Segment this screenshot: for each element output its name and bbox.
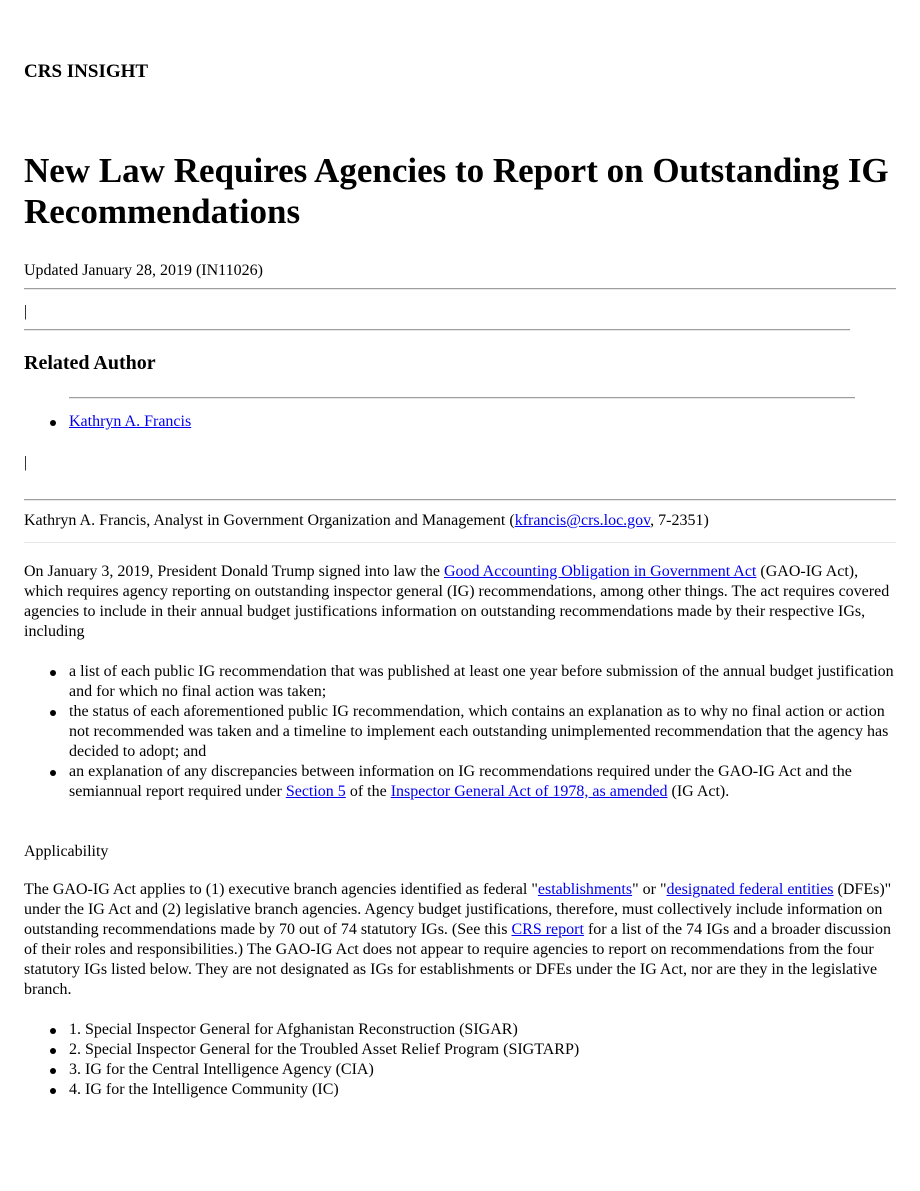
text: an explanation of any discrepancies between information on IG recommendations required under the GAO-IG Act and the semiannual report required under <box>69 763 852 800</box>
author-link[interactable]: Kathryn A. Francis <box>69 413 192 430</box>
list-item <box>24 1020 894 1040</box>
divider <box>69 397 855 399</box>
list-item <box>24 702 894 762</box>
divider <box>24 329 850 331</box>
divider <box>24 499 896 501</box>
establishments-link[interactable]: establishments <box>537 881 633 898</box>
text: 3. IG for the Central Intelligence Agency (CIA) <box>69 1061 374 1078</box>
updated-date: Updated January 28, 2019 (IN11026) <box>24 262 263 279</box>
gao-ig-act-link[interactable]: Good Accounting Obligation in Government Act <box>443 563 757 580</box>
text: The GAO-IG Act applies to (1) executive branch agencies identified as federal " <box>24 881 538 898</box>
list-item <box>24 1080 894 1100</box>
report-type-label: CRS INSIGHT <box>24 61 149 82</box>
applicability-heading: Applicability <box>24 843 109 860</box>
applicability-paragraph <box>24 880 894 1000</box>
requirements-list <box>24 662 894 802</box>
designated-federal-entities-link[interactable]: designated federal entities <box>666 881 834 898</box>
text: 1. Special Inspector General for Afghanistan Reconstruction (SIGAR) <box>69 1021 518 1038</box>
section-5-link[interactable]: Section 5 <box>285 783 346 800</box>
text: a list of each public IG recommendation that was published at least one year before submission of the annual budget justification and for which no final action was taken; <box>69 663 894 700</box>
list-item <box>24 762 894 802</box>
text: (GAO-IG Act), which requires agency reporting on outstanding inspector general (IG) recommendations, among other things. The act requires covered agencies to include in their annual budget justifications information on outstanding recommendations made by their respective IGs, including <box>24 563 890 640</box>
intro-paragraph <box>24 562 894 642</box>
related-author-list <box>24 412 894 432</box>
separator-pipe: | <box>24 303 28 320</box>
byline-text: Kathryn A. Francis, Analyst in Government Organization and Management ( <box>24 512 515 529</box>
ig-act-link[interactable]: Inspector General Act of 1978, as amended <box>390 783 668 800</box>
text: (IG Act). <box>667 783 730 800</box>
text: of the <box>345 783 391 800</box>
list-item <box>24 1040 894 1060</box>
divider <box>24 288 896 290</box>
text: " or " <box>632 881 667 898</box>
list-item <box>24 1060 894 1080</box>
list-item <box>24 662 894 702</box>
text: (DFEs)" under the IG Act and (2) legislative branch agencies. Agency budget justifications, therefore, must collectively include information on outstanding recommendations made by 70 out of 74 statutory IGs. (See this <box>24 881 892 938</box>
ig-list <box>24 1020 894 1100</box>
text: for a list of the 74 IGs and a broader discussion of their roles and responsibilities.) The GAO-IG Act does not appear to require agencies to report on recommendations from the four statutory IGs listed below. They are not designated as IGs for establishments or DFEs under the IG Act, nor are they in the legislative branch. <box>24 921 891 998</box>
text: the status of each aforementioned public IG recommendation, which contains an explanation as to why no final action or action not recommended was taken and a timeline to implement each outstanding unimplemented recommendation that the agency has decided to adopt; and <box>69 703 889 760</box>
related-author-heading: Related Author <box>24 352 156 374</box>
separator-pipe: | <box>24 454 28 471</box>
author-byline <box>24 511 894 531</box>
crs-report-link[interactable]: CRS report <box>511 921 584 938</box>
divider <box>24 542 896 543</box>
page-title: New Law Requires Agencies to Report on Outstanding IG Recommendations <box>24 151 889 231</box>
author-email-link[interactable]: kfrancis@crs.loc.gov <box>514 512 651 529</box>
text: 2. Special Inspector General for the Troubled Asset Relief Program (SIGTARP) <box>69 1041 580 1058</box>
text: On January 3, 2019, President Donald Trump signed into law the <box>24 563 444 580</box>
byline-phone: , 7-2351) <box>650 512 709 529</box>
text: 4. IG for the Intelligence Community (IC) <box>69 1081 339 1098</box>
list-item <box>24 412 894 432</box>
